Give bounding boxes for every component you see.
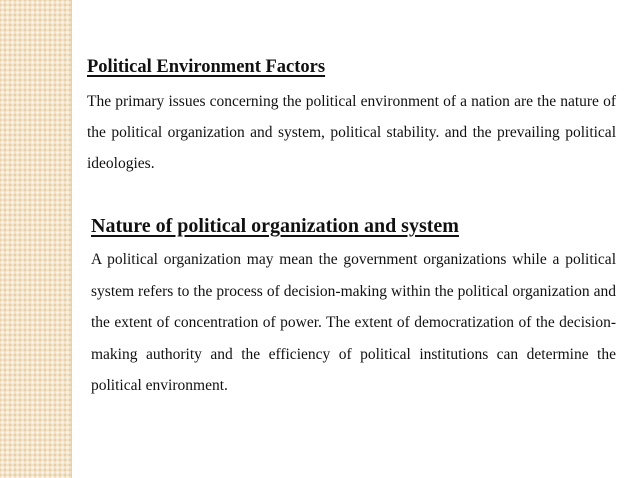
decorative-side-strip — [0, 0, 72, 478]
section-nature-of-political-organization — [91, 212, 616, 402]
section-paragraph: The primary issues concerning the political environment of a nation are the nature of the political organization and system, political stability. and the prevailing political ideologies. — [87, 93, 616, 172]
section-political-environment-factors — [87, 54, 616, 179]
section-heading: Political Environment Factors — [87, 57, 326, 77]
section-heading: Nature of political organization and system — [91, 215, 459, 237]
section-paragraph: A political organization may mean the government organizations while a political system refers to the process of decision-making within the political organization and the extent of concentration of power. The extent of democratization of the decision-making authority and the efficiency of political institutions can determine the political environment. — [91, 251, 616, 394]
